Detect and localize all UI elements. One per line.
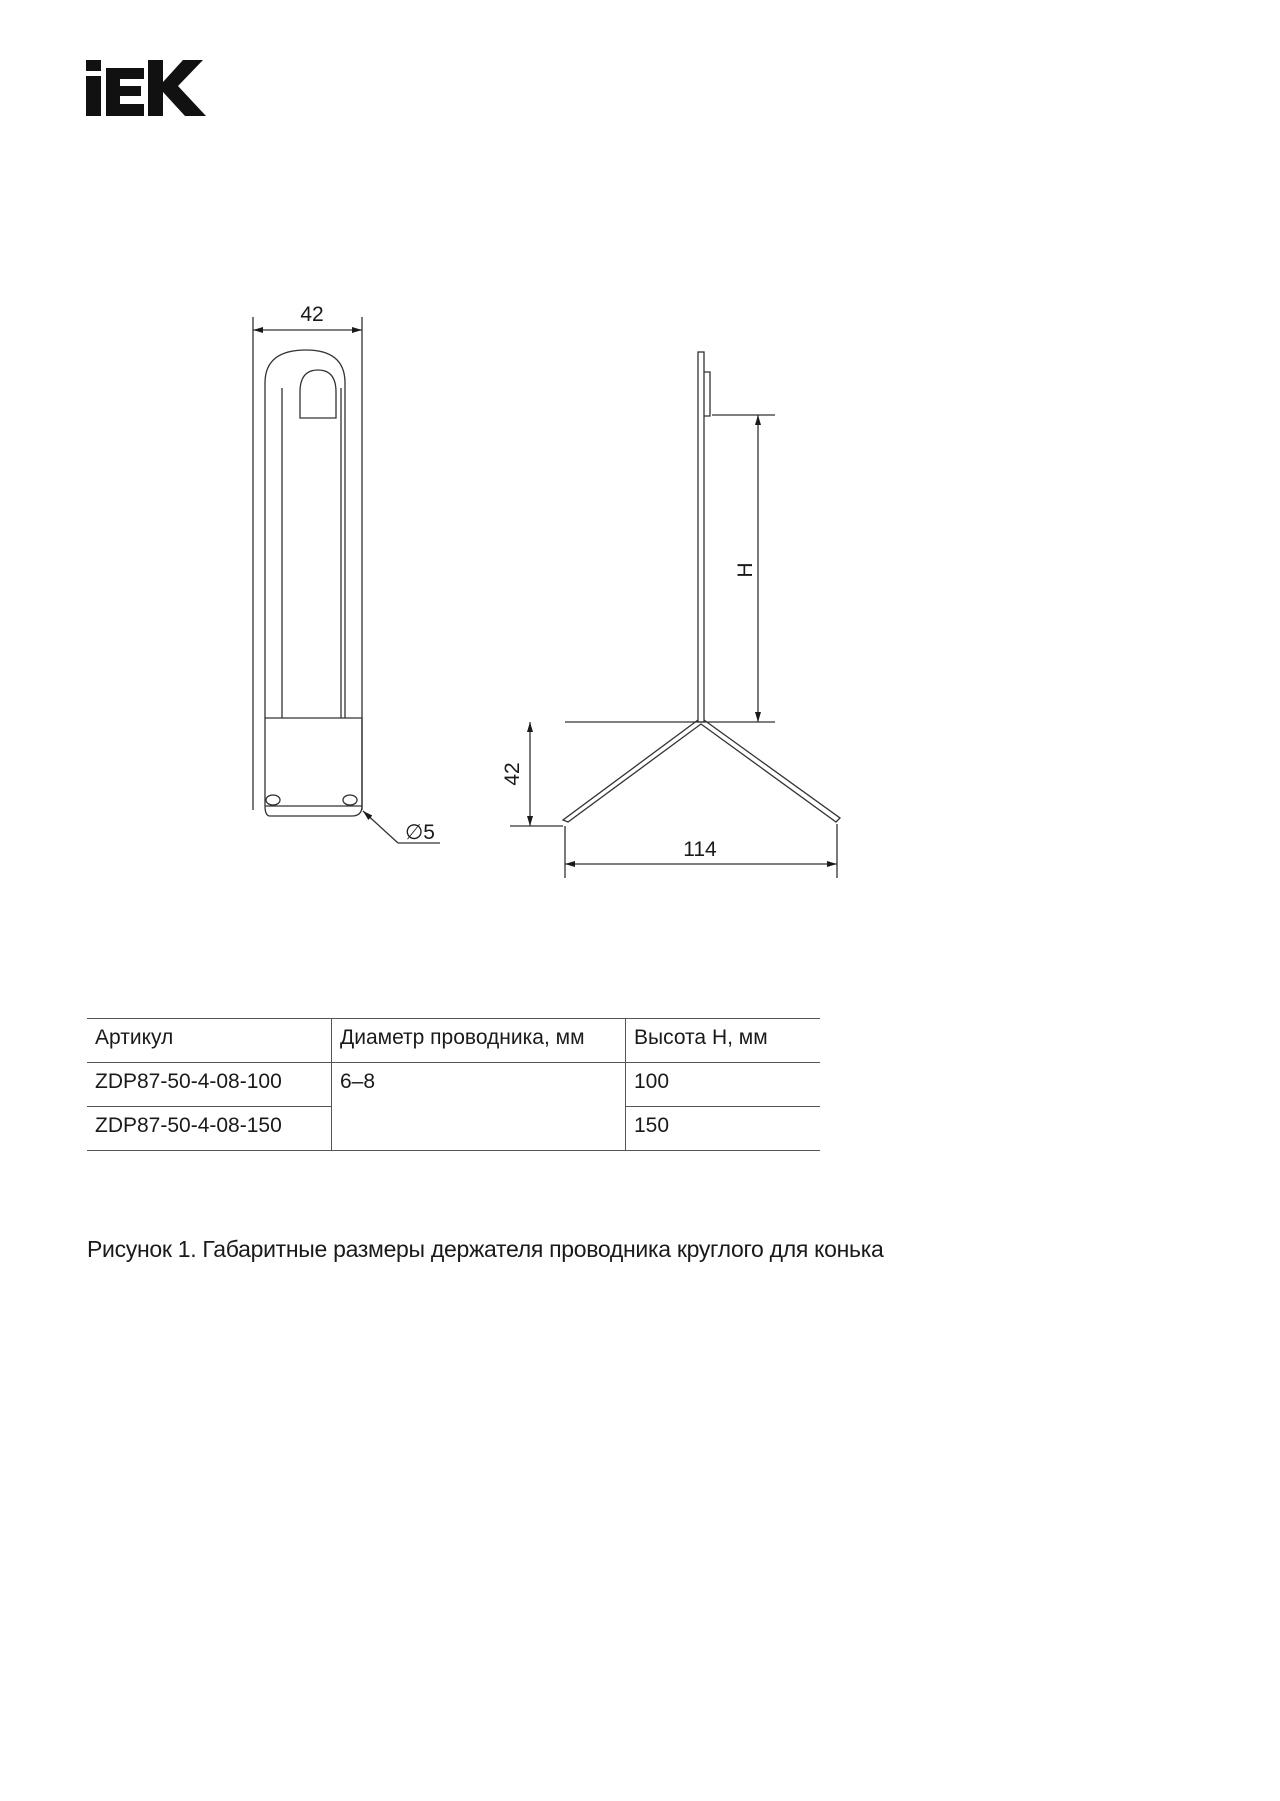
base-height-dimension: 42	[501, 762, 524, 786]
article-cell: ZDP87-50-4-08-150	[87, 1107, 332, 1151]
header-height: Высота H, мм	[626, 1019, 821, 1063]
span-width-dimension: 114	[683, 838, 717, 861]
side-view	[510, 352, 840, 878]
table-header-row	[87, 1019, 820, 1063]
figure-caption: Рисунок 1. Габаритные размеры держателя проводника круглого для конька	[87, 1236, 884, 1262]
height-h-dimension: H	[734, 562, 757, 578]
header-article: Артикул	[87, 1019, 332, 1063]
table-row	[87, 1063, 820, 1107]
diameter-cell: 6–8	[332, 1063, 626, 1151]
header-diameter: Диаметр проводника, мм	[332, 1019, 626, 1063]
front-width-dimension: 42	[300, 303, 324, 326]
article-cell: ZDP87-50-4-08-100	[87, 1063, 332, 1107]
front-view	[253, 317, 440, 843]
hole-diameter-label: ∅5	[405, 821, 435, 844]
height-cell: 150	[626, 1107, 821, 1151]
height-cell: 100	[626, 1063, 821, 1107]
spec-table	[87, 1018, 820, 1151]
